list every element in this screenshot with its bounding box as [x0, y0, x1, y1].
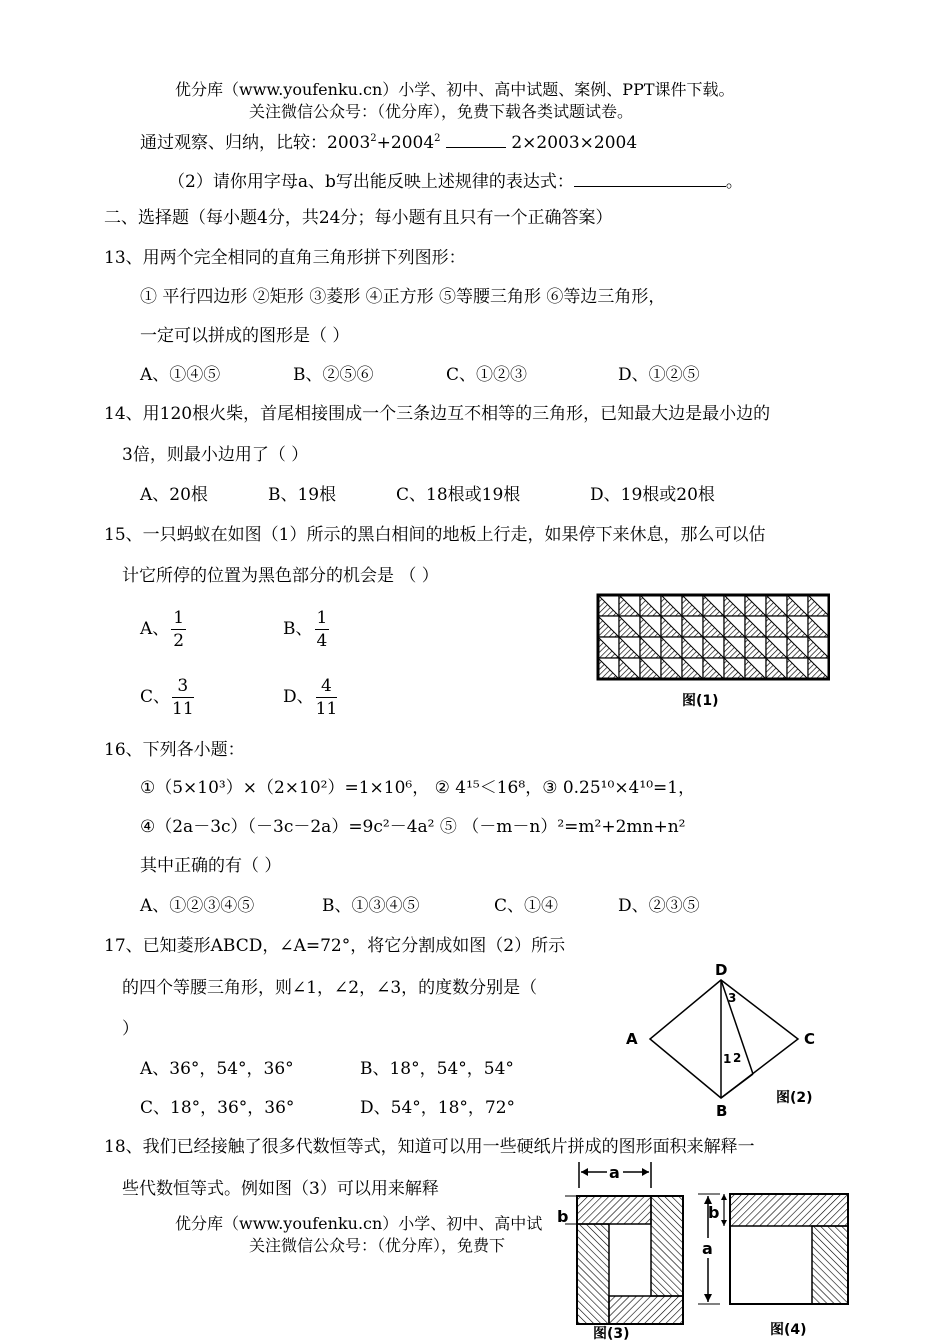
angle-1-label: 1 — [723, 1052, 732, 1066]
figure-3-label: 图(3) — [593, 1326, 630, 1340]
figure-2-label: 图(2) — [776, 1090, 813, 1106]
q15-stem-1: 15、一只蚂蚁在如图（1）所示的黑白相间的地板上行走，如果停下来休息，那么可以估 — [104, 525, 766, 545]
header-line-2: 关注微信公众号：（优分库），免费下载各类试题试卷。 — [249, 102, 634, 121]
footer-line-1: 优分库（www.youfenku.cn）小学、初中、高中试 — [175, 1214, 543, 1233]
q14-stem-2: 3倍，则最小边用了（ ） — [122, 445, 309, 465]
q16-option-b[interactable]: B、①③④⑤ — [322, 896, 420, 916]
q13-stem: 13、用两个完全相同的直角三角形拼下列图形： — [104, 248, 466, 268]
q12-expression-blank[interactable] — [574, 170, 726, 187]
vertex-c-label: C — [804, 1030, 816, 1048]
q17-option-d[interactable]: D、54°，18°，72° — [360, 1098, 516, 1118]
q15-option-c[interactable]: C、 $\frac{3}{11}$ — [140, 676, 194, 719]
vertex-d-label: D — [715, 961, 728, 979]
figure-4-rectangle — [694, 1178, 854, 1340]
q14-stem-1: 14、用120根火柴，首尾相接围成一个三条边互不相等的三角形，已知最大边是最小边的 — [104, 404, 771, 424]
q18-stem-1: 18、我们已经接触了很多代数恒等式，知道可以用一些硬纸片拼成的图形面积来解释一 — [104, 1137, 755, 1157]
q15-option-b[interactable]: B、 $\frac{1}{4}$ — [283, 608, 328, 651]
q13-option-a[interactable]: A、①④⑤ — [140, 365, 221, 385]
q17-stem-1: 17、已知菱形ABCD，∠A=72°，将它分割成如图（2）所示 — [104, 936, 566, 956]
q15-option-a[interactable]: A、 $\frac{1}{2}$ — [140, 608, 185, 651]
q17-option-b[interactable]: B、18°，54°，54° — [360, 1059, 514, 1079]
header-line-1: 优分库（www.youfenku.cn）小学、初中、高中试题、案例、PPT课件下载。 — [175, 80, 735, 99]
q14-option-a[interactable]: A、20根 — [140, 485, 208, 505]
q16-option-a[interactable]: A、①②③④⑤ — [140, 896, 255, 916]
q16-line-2: ④（2a－3c）（－3c－2a）=9c²－4a² ⑤ （－m－n）²=m²+2mn+n² — [140, 817, 686, 837]
section-title: 二、选择题（每小题4分，共24分；每小题有且只有一个正确答案） — [104, 208, 613, 228]
angle-2-label: 2 — [733, 1051, 742, 1065]
q17-stem-3: ） — [122, 1019, 139, 1039]
q17-stem-2: 的四个等腰三角形，则∠1，∠2，∠3，的度数分别是（ — [122, 978, 538, 998]
q16-ask: 其中正确的有（ ） — [140, 856, 282, 876]
q14-option-b[interactable]: B、19根 — [268, 485, 337, 505]
q13-ask: 一定可以拼成的图形是（ ） — [140, 326, 350, 346]
vertex-a-label: A — [626, 1030, 638, 1048]
figure-3-b-label: b — [557, 1207, 569, 1226]
q16-line-1: ①（5×10³）×（2×10²）=1×10⁶， ② 4¹⁵＜16⁸，③ 0.25¹⁰×4¹⁰=1， — [140, 778, 696, 798]
q13-items: ① 平行四边形 ②矩形 ③菱形 ④正方形 ⑤等腰三角形 ⑥等边三角形， — [140, 287, 666, 307]
q17-option-a[interactable]: A、36°，54°，36° — [140, 1059, 294, 1079]
figure-3-square — [555, 1158, 692, 1340]
footer-line-2: 关注微信公众号：（优分库），免费下 — [249, 1236, 506, 1255]
figure-4-label: 图(4) — [770, 1322, 807, 1338]
q13-option-d[interactable]: D、①②⑤ — [618, 365, 700, 385]
q17-option-c[interactable]: C、18°，36°，36° — [140, 1098, 295, 1118]
figure-4-a-label: a — [702, 1239, 713, 1258]
q13-option-b[interactable]: B、②⑤⑥ — [293, 365, 374, 385]
q13-option-c[interactable]: C、①②③ — [446, 365, 528, 385]
q14-option-d[interactable]: D、19根或20根 — [590, 485, 715, 505]
figure-4-b-label: b — [708, 1203, 720, 1222]
q15-stem-2: 计它所停的位置为黑色部分的机会是 （ ） — [122, 566, 439, 586]
figure-2-rhombus — [620, 958, 840, 1122]
figure-1-label: 图(1) — [682, 693, 719, 709]
q16-stem: 16、下列各小题： — [104, 740, 245, 760]
q12-answer-blank[interactable] — [446, 131, 506, 148]
q16-option-d[interactable]: D、②③⑤ — [618, 896, 700, 916]
figure-3-a-label: a — [609, 1163, 620, 1182]
angle-3-label: 3 — [728, 991, 737, 1005]
q16-option-c[interactable]: C、①④ — [494, 896, 559, 916]
q12-compare: 通过观察、归纳，比较：$2003^2+2004^2$ 2×2003×2004 — [140, 133, 638, 153]
figure-1-floor-grid — [596, 593, 830, 713]
vertex-b-label: B — [716, 1102, 728, 1120]
q14-option-c[interactable]: C、18根或19根 — [396, 485, 521, 505]
q18-stem-2: 些代数恒等式。例如图（3）可以用来解释 — [122, 1179, 439, 1199]
q12-part2: （2）请你用字母a、b写出能反映上述规律的表达式： 。 — [168, 172, 743, 192]
q15-option-d[interactable]: D、 $\frac{4}{11}$ — [283, 676, 338, 719]
